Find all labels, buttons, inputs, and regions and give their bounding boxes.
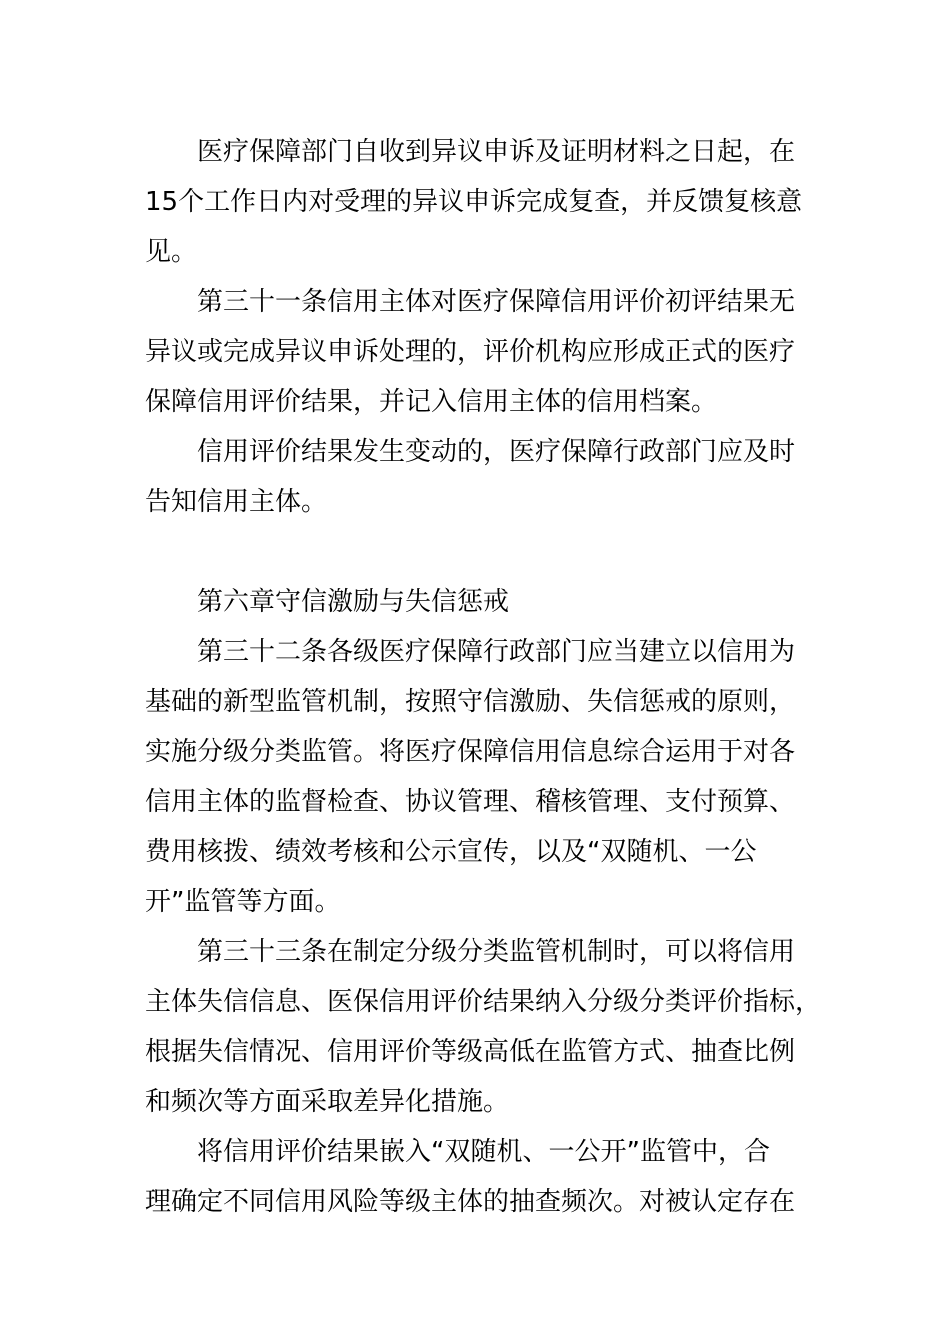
text-line: 15个工作日内对受理的异议申诉完成复查，并反馈复核意 (145, 187, 803, 217)
text-line: 开”监管等方面。 (145, 887, 341, 917)
text-line: 第三十二条各级医疗保障行政部门应当建立以信用为 (197, 637, 796, 667)
paragraph-result-change (145, 427, 810, 527)
text-line: 根据失信情况、信用评价等级高低在监管方式、抽查比例 (145, 1037, 796, 1067)
paragraph-double-random (145, 1127, 810, 1227)
text-line: 保障信用评价结果，并记入信用主体的信用档案。 (145, 387, 718, 417)
text-line: 基础的新型监管机制，按照守信激励、失信惩戒的原则， (145, 687, 796, 717)
text-line: 第三十三条在制定分级分类监管机制时，可以将信用 (197, 937, 796, 967)
chapter-heading (145, 577, 810, 627)
text-line: 信用评价结果发生变动的，医疗保障行政部门应及时 (197, 437, 796, 467)
blank-line (145, 527, 810, 577)
text-line: 实施分级分类监管。将医疗保障信用信息综合运用于对各 (145, 737, 796, 767)
text-line: 主体失信信息、医保信用评价结果纳入分级分类评价指标， (145, 987, 822, 1017)
text-line: 见。 (145, 237, 198, 267)
chapter-title: 第六章守信激励与失信惩戒 (197, 587, 510, 617)
text-line: 将信用评价结果嵌入“双随机、一公开”监管中，合 (197, 1137, 770, 1167)
paragraph-article-32 (145, 627, 810, 927)
document-body (145, 127, 822, 1227)
text-line: 和频次等方面采取差异化措施。 (145, 1087, 510, 1117)
paragraph-article-31 (145, 277, 810, 427)
text-line: 第三十一条信用主体对医疗保障信用评价初评结果无 (197, 287, 796, 317)
text-line: 费用核拨、绩效考核和公示宣传，以及“双随机、一公 (145, 837, 757, 867)
text-line: 医疗保障部门自收到异议申诉及证明材料之日起，在 (197, 137, 796, 167)
text-line: 告知信用主体。 (145, 487, 328, 517)
text-line: 信用主体的监督检查、协议管理、稽核管理、支付预算、 (145, 787, 796, 817)
text-line: 理确定不同信用风险等级主体的抽查频次。对被认定存在 (145, 1187, 796, 1217)
text-line: 异议或完成异议申诉处理的，评价机构应形成正式的医疗 (145, 337, 796, 367)
paragraph-article-33 (145, 927, 822, 1127)
paragraph-appeal-review (145, 127, 810, 277)
